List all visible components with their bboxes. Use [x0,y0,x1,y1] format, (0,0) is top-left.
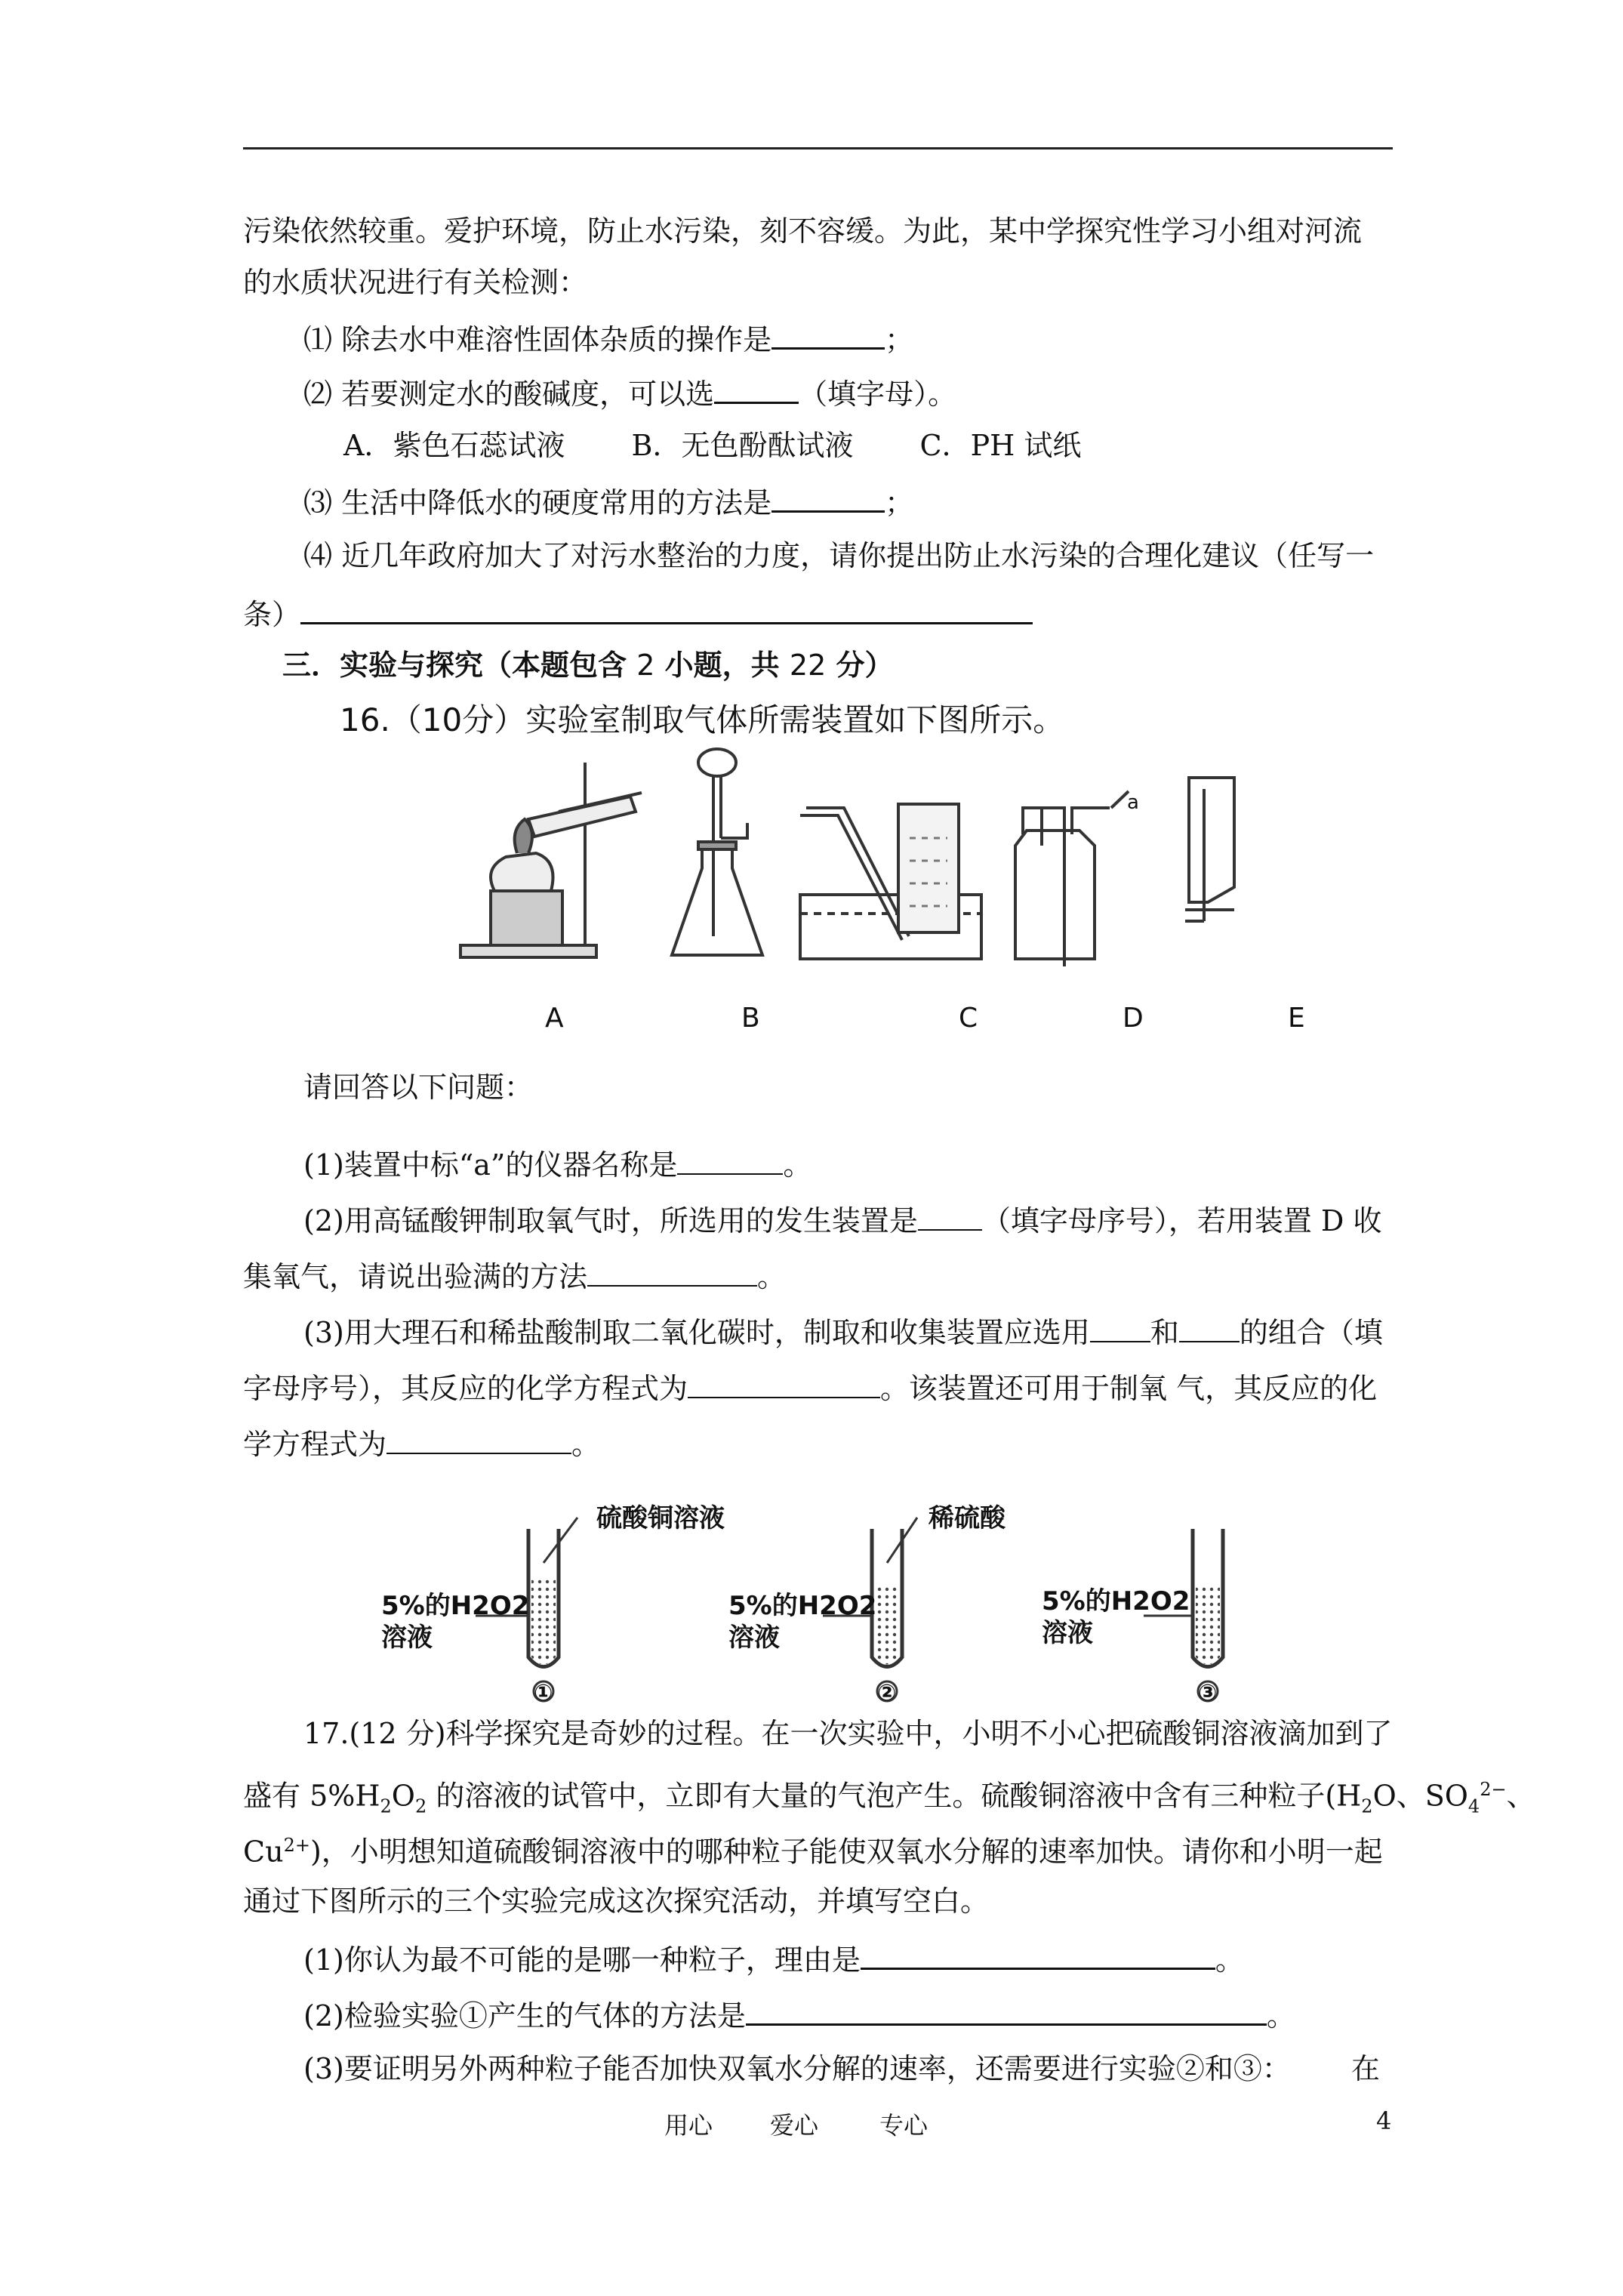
answer-blank[interactable] [1179,1312,1240,1342]
q17-sub-3: (3)要证明另外两种粒子能否加快双氧水分解的速率，还需要进行实验②和③： 在 [303,2052,1380,2085]
answer-blank[interactable] [771,319,885,350]
question-4-cont: 条） [243,593,1033,633]
q17-sub-1: (1)你认为最不可能的是哪一种粒子，理由是 。 [303,1939,1244,1978]
prompt: 请回答以下问题： [303,1071,534,1104]
answer-blank[interactable] [688,1368,880,1398]
footer-text-1: 用心 [664,2111,713,2140]
question-1: ⑴ 除去水中难溶性固体杂质的操作是 ； [303,319,913,358]
question-17-line4: 通过下图所示的三个实验完成这次探究活动，并填写空白。 [243,1885,990,1918]
tube3-number: ③ [1198,1680,1218,1706]
question-4: ⑷ 近几年政府加大了对污水整治的力度，请你提出防止水污染的合理化建议（任写一 [303,539,1375,572]
paragraph-line: 的水质状况进行有关检测： [243,266,588,299]
footer-text-3: 专心 [879,2111,929,2140]
answer-blank[interactable] [714,373,799,404]
answer-blank[interactable] [387,1424,571,1454]
tube1-top-label: 硫酸铜溶液 [596,1503,725,1533]
tube2-top-label: 稀硫酸 [929,1503,1006,1533]
tube1-number: ① [534,1680,553,1706]
subquestion-2-cont: 集氧气，请说出验满的方法 。 [243,1256,786,1295]
q17-sub-2: (2)检验实验①产生的气体的方法是 。 [303,1995,1295,2034]
answer-blank[interactable] [861,1939,1215,1970]
question-17-line2: 盛有 $5\%H_2O_2$ 的溶液的试管中，立即有大量的气泡产生。硫酸铜溶液中含有三种粒子($H_2O$、$SO_4^{2-}$、 [243,1779,1535,1817]
tube1-solution-label: 溶液 [381,1623,433,1653]
subquestion-1: (1)装置中标“a”的仪器名称是 。 [303,1145,812,1183]
answer-blank[interactable] [1090,1312,1150,1342]
label-E: E [1288,1003,1305,1034]
subquestion-3: (3)用大理石和稀盐酸制取二氧化碳时，制取和收集装置应选用 和 的组合（填 [303,1312,1383,1351]
answer-blank[interactable] [918,1200,982,1231]
question-2: ⑵ 若要测定水的酸碱度，可以选 （填字母）。 [303,373,956,412]
answer-blank[interactable] [677,1145,783,1175]
tube2-solution-label: 溶液 [728,1623,780,1653]
question-17-line3: $Cu^{2+}$)，小明想知道硫酸铜溶液中的哪种粒子能使双氧水分解的速率加快。请你和小明一起 [243,1835,1383,1869]
section-heading: 三．实验与探究（本题包含 2 小题，共 22 分） [282,649,894,682]
label-a: a [1127,791,1139,814]
answer-blank[interactable] [771,482,885,513]
header-rule [243,147,1393,149]
tube2-h2o2-label: 5%的H2O2 [728,1591,877,1621]
label-A: A [545,1003,564,1034]
tube3-h2o2-label: 5%的H2O2 [1042,1586,1190,1616]
answer-blank[interactable] [300,593,1033,624]
question-16-title: 16.（10分）实验室制取气体所需装置如下图所示。 [340,701,1065,738]
footer-text-2: 爱心 [770,2111,819,2140]
answer-blank[interactable] [746,1995,1267,2026]
apparatus-figure [445,747,1306,997]
choices: A．紫色石蕊试液 B．无色酚酞试液 C．PH 试纸 [343,429,1082,462]
tube2-number: ② [877,1680,897,1706]
tube1-h2o2-label: 5%的H2O2 [381,1591,530,1621]
paragraph-line: 污染依然较重。爱护环境，防止水污染，刻不容缓。为此，某中学探究性学习小组对河流 [243,214,1363,248]
subquestion-2: (2)用高锰酸钾制取氧气时，所选用的发生装置是 （填字母序号），若用装置 D 收 [303,1200,1381,1239]
label-B: B [741,1003,760,1034]
question-3: ⑶ 生活中降低水的硬度常用的方法是 ； [303,482,913,521]
tube3-solution-label: 溶液 [1042,1618,1093,1648]
subquestion-3-cont2: 学方程式为 。 [243,1424,600,1462]
label-C: C [959,1003,978,1034]
label-D: D [1123,1003,1144,1034]
question-17: 17.(12 分)科学探究是奇妙的过程。在一次实验中，小明不小心把硫酸铜溶液滴加到了 [303,1717,1393,1750]
page-number: 4 [1376,2106,1392,2135]
answer-blank[interactable] [587,1256,757,1287]
subquestion-3-cont: 字母序号），其反应的化学方程式为 。该装置还可用于制氧 气，其反应的化 [243,1368,1377,1407]
